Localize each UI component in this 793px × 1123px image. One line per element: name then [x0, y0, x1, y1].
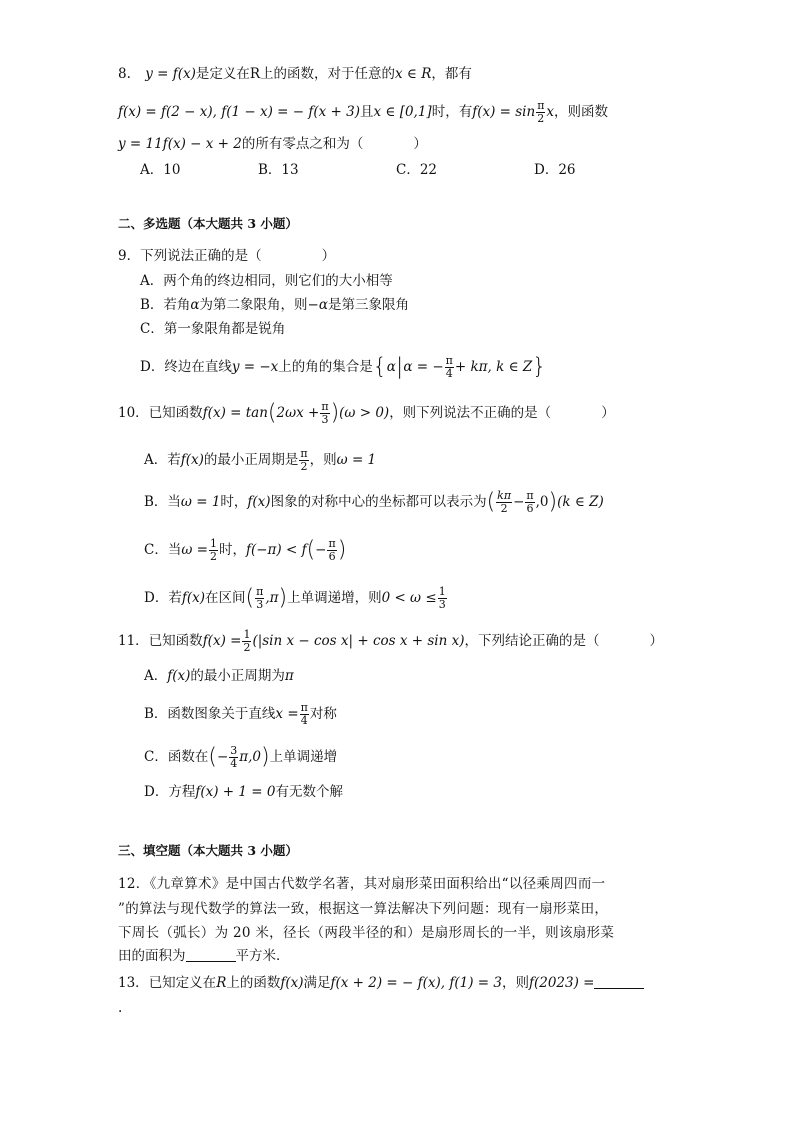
- q8-option-c[interactable]: C．22: [396, 162, 438, 178]
- q12-line1: 12．《九章算术》是中国古代数学名著，其对扇形菜田面积给出“以径乘周四而一: [118, 876, 606, 892]
- q12-answer-blank[interactable]: [186, 947, 236, 962]
- section-title-multi-choice: 二、多选题（本大题共 3 小题）: [118, 216, 298, 231]
- q9-option-a[interactable]: A．两个角的终边相同，则它们的大小相等: [140, 273, 393, 289]
- q8-line1: 8. y = f(x)是定义在R上的函数，对于任意的x ∈ R，都有: [118, 66, 472, 82]
- q9-option-c[interactable]: C．第一象限角都是锐角: [140, 321, 286, 337]
- q13-stem: 13．已知定义在R上的函数f(x)满足f(x + 2) = − f(x), f(1) = 3，则f(2023) =: [118, 973, 644, 993]
- q8-line2: f(x) = f(2 − x), f(1 − x) = − f(x + 3)且x ∈ [0,1]时，有f(x) = sin $\frac{\pi}{2}$ x，则函数: [118, 99, 609, 125]
- q10-option-c[interactable]: C．当ω = $\frac{1}{2}$ 时，f(−π) < f(− $\frac{\pi}{6}$ ): [144, 537, 347, 563]
- q9-option-b[interactable]: B．若角α为第二象限角，则−α是第三象限角: [140, 297, 409, 313]
- q13-answer-blank[interactable]: [594, 974, 644, 989]
- q11-option-b[interactable]: B．函数图象关于直线x = $\frac{\pi}{4}$ 对称: [144, 701, 337, 727]
- q12-line3: 下周长（弧长）为 20 米，径长（两段半径的和）是扇形周长的一半，则该扇形菜: [118, 925, 615, 941]
- q8-number: 8.: [118, 66, 131, 82]
- q8-option-b[interactable]: B．13: [258, 162, 299, 178]
- q12-line4: 田的面积为 平方米．: [118, 948, 290, 964]
- q10-stem: 10．已知函数f(x) = tan(2ωx + $\frac{\pi}{3}$ )(ω > 0)，则下列说法不正确的是（ ）: [118, 400, 615, 426]
- q9-stem: 9．下列说法正确的是（ ）: [118, 248, 336, 264]
- q10-option-a[interactable]: A．若f(x)的最小正周期是 $\frac{\pi}{2}$ ，则ω = 1: [144, 447, 377, 473]
- q11-option-c[interactable]: C．函数在(− $\frac{3}{4}$ π,0)上单调递增: [144, 744, 338, 770]
- section-title-fill-in: 三、填空题（本大题共 3 小题）: [118, 843, 298, 858]
- q8-option-a[interactable]: A．10: [140, 162, 181, 178]
- q8-line3: y = 11f(x) − x + 2的所有零点之和为（ ）: [118, 136, 427, 152]
- q11-option-a[interactable]: A．f(x)的最小正周期为π: [144, 668, 294, 684]
- q11-stem: 11．已知函数f(x) = $\frac{1}{2}$ (|sin x − cos x| + cos x + sin x)，下列结论正确的是（ ）: [118, 628, 663, 654]
- q11-option-d[interactable]: D．方程f(x) + 1 = 0有无数个解: [144, 784, 343, 800]
- q12-line2: ”的算法与现代数学的算法一致，根据这一算法解决下列问题：现有一扇形菜田，: [118, 901, 609, 917]
- q10-option-d[interactable]: D．若f(x)在区间( $\frac{\pi}{3}$ ,π)上单调递增，则0 < ω ≤ $\frac{1}{3}$: [144, 585, 446, 611]
- q10-option-b[interactable]: B．当ω = 1时，f(x)图象的对称中心的坐标都可以表示为( $\frac{k\pi}{2}$ − $\frac{\pi}{6}$ ,0)(k ∈ Z): [144, 489, 604, 515]
- q9-option-d[interactable]: D．终边在直线y = −x上的角的集合是{α|α = − $\frac{\pi}{4}$ + kπ, k ∈ Z}: [140, 354, 547, 380]
- q13-end-period: .: [118, 1000, 123, 1016]
- q8-option-d[interactable]: D．26: [534, 162, 576, 178]
